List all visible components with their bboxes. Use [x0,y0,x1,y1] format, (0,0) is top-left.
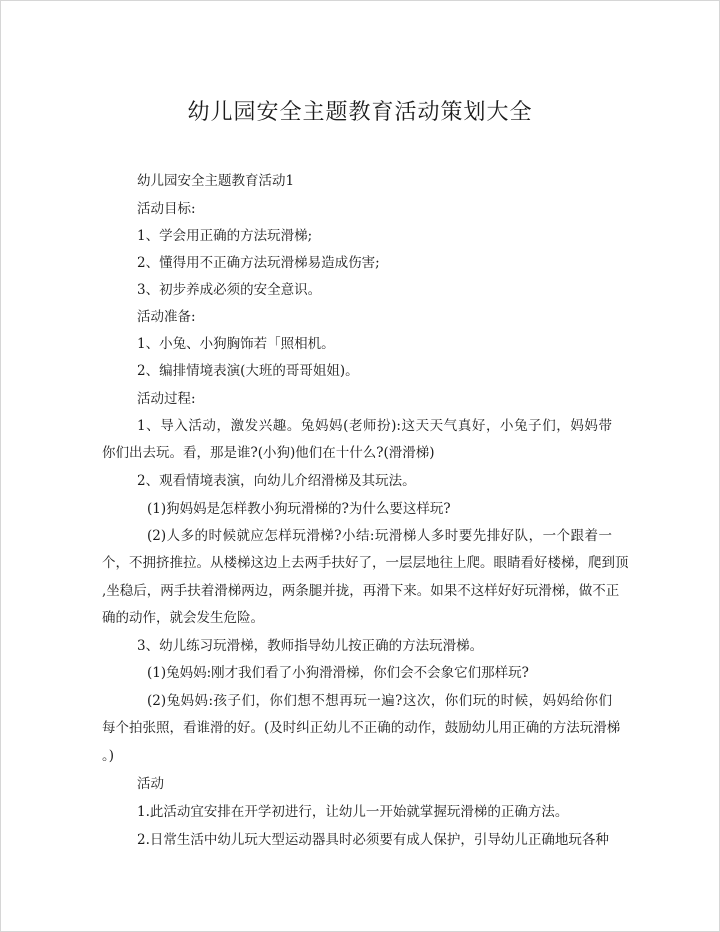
paragraph-line: 1.此活动宜安排在开学初进行，让幼儿一开始就掌握玩滑梯的正确方法。 [137,804,569,820]
paragraph-line: 2.日常生活中幼儿玩大型运动器具时必须要有成人保护，引导幼儿正确地玩各种 [137,832,609,848]
document-title: 幼儿园安全主题教育活动策划大全 [187,100,533,125]
paragraph-line: 2、懂得用不正确方法玩滑梯易造成伤害; [137,255,380,271]
paragraph-line: 个，不拥挤推拉。从楼梯这边上去两手扶好了，一层层地往上爬。眼睛看好楼梯，爬到顶 [102,555,629,571]
paragraph-line: 1、导入活动，激发兴趣。兔妈妈(老师扮):这天天气真好，小兔子们，妈妈带 [137,418,612,434]
paragraph-line: 活动过程: [137,391,196,407]
paragraph-line: (2)兔妈妈:孩子们，你们想不想再玩一遍?这次，你们玩的时候，妈妈给你们 [147,693,612,709]
paragraph-line: 每个拍张照，看谁滑的好。(及时纠正幼儿不正确的动作，鼓励幼儿用正确的方法玩滑梯 [102,720,621,736]
paragraph-line: 1、小兔、小狗胸饰若「照相机。 [137,336,335,352]
paragraph-line: (1)兔妈妈:刚才我们看了小狗滑滑梯，你们会不会象它们那样玩? [147,665,529,681]
paragraph-line: 你们出去玩。看，那是谁?(小狗)他们在十什么?(滑滑梯) [102,445,435,461]
paragraph-line: ,坐稳后，两手扶着滑梯两边，两条腿并拢，再滑下来。如果不这样好好玩滑梯，做不正 [102,583,620,599]
section-heading: 活动 [137,776,164,792]
paragraph-line: 确的动作，就会发生危险。 [102,610,264,626]
paragraph-line: (1)狗妈妈是怎样教小狗玩滑梯的?为什么要这样玩? [147,501,451,517]
paragraph-line: 1、学会用正确的方法玩滑梯; [137,228,313,244]
paragraph-line: 活动准备: [137,309,196,325]
paragraph-line: 。) [102,748,115,764]
paragraph-line: (2)人多的时候就应怎样玩滑梯?小结:玩滑梯人多时要先排好队，一个跟着一 [147,528,612,544]
paragraph-line: 2、观看情境表演，向幼儿介绍滑梯及其玩法。 [137,473,416,489]
section-heading: 幼儿园安全主题教育活动1 [137,173,295,189]
paragraph-line: 3、幼儿练习玩滑梯，教师指导幼儿按正确的方法玩滑梯。 [137,638,484,654]
paragraph-line: 2、编排情境表演(大班的哥哥姐姐)。 [137,363,359,379]
paragraph-line: 活动目标: [137,201,196,217]
paragraph-line: 3、初步养成必须的安全意识。 [137,282,322,298]
